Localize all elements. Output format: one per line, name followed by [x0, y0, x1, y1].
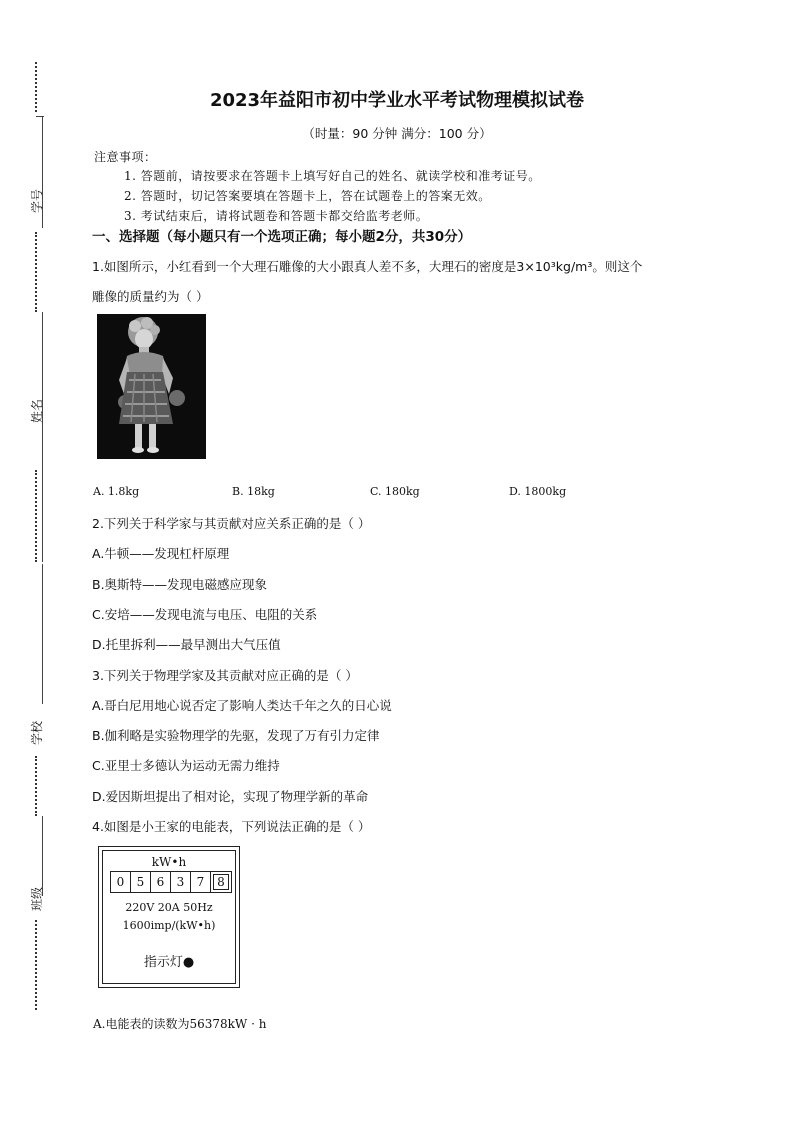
meter-digit: 0: [111, 872, 131, 892]
dotted-line: [35, 232, 37, 312]
meter-spec-voltage: 220V 20A 50Hz: [125, 901, 213, 914]
notes-heading: 注意事项：: [94, 150, 157, 164]
student-number-label: 学号: [30, 189, 44, 214]
divider: [42, 564, 43, 704]
section-heading: 一、选择题（每小题只有一个选项正确；每小题2分，共30分）: [92, 229, 472, 245]
name-label: 姓名: [30, 399, 44, 424]
question-3-option-d: D.爱因斯坦提出了相对论，实现了物理学新的革命: [92, 789, 369, 804]
question-1-option-c: C. 180kg: [370, 485, 420, 498]
dotted-line: [35, 920, 37, 1010]
dotted-line: [35, 756, 37, 816]
question-2-option-b: B.奥斯特——发现电磁感应现象: [92, 577, 268, 592]
question-1-option-a: A. 1.8kg: [93, 485, 140, 498]
school-label: 学校: [30, 721, 44, 746]
divider: [42, 312, 43, 562]
question-4-option-a: A.电能表的读数为56378kW · h: [93, 1017, 267, 1031]
meter-unit: kW•h: [151, 855, 187, 869]
note-item: 3. 考试结束后，请将试题卷和答题卡都交给监考老师。: [124, 209, 429, 223]
question-3-option-b: B.伽利略是实验物理学的先驱，发现了万有引力定律: [92, 728, 380, 743]
question-1-stem: 1.如图所示，小红看到一个大理石雕像的大小跟真人差不多，大理石的密度是3×10³kg/m³。则这个: [92, 259, 643, 274]
meter-spec-impulse: 1600imp/(kW•h): [122, 919, 216, 932]
class-label: 班级: [30, 887, 44, 912]
note-item: 2. 答题时，切记答案要填在答题卡上，答在试题卷上的答案无效。: [124, 189, 491, 203]
question-1-option-b: B. 18kg: [232, 485, 275, 498]
meter-digit: 7: [191, 872, 211, 892]
dotted-line: [35, 470, 37, 562]
exam-time-score: （时量：90 分钟 满分：100 分）: [302, 126, 492, 141]
question-1-option-d: D. 1800kg: [509, 485, 567, 498]
question-2-option-a: A.牛顿——发现杠杆原理: [92, 546, 230, 561]
question-3-option-a: A.哥白尼用地心说否定了影响人类达千年之久的日心说: [92, 698, 392, 713]
electric-meter-figure: [98, 846, 240, 988]
meter-digit: 3: [171, 872, 191, 892]
meter-digit: 6: [151, 872, 171, 892]
question-4-stem: 4.如图是小王家的电能表，下列说法正确的是（ ）: [92, 819, 371, 834]
meter-digits: [110, 871, 232, 893]
meter-digit-decimal: 8: [211, 872, 231, 892]
meter-digit: 5: [131, 872, 151, 892]
question-2-stem: 2.下列关于科学家与其贡献对应关系正确的是（ ）: [92, 516, 371, 531]
note-item: 1. 答题前，请按要求在答题卡上填写好自己的姓名、就读学校和准考证号。: [124, 169, 541, 183]
meter-panel: [102, 850, 236, 984]
meter-indicator: 指示灯●: [143, 955, 195, 970]
question-1-stem-cont: 雕像的质量约为（ ）: [92, 289, 209, 304]
question-2-option-c: C.安培——发现电流与电压、电阻的关系: [92, 607, 318, 622]
binding-margin: [0, 0, 80, 1123]
question-3-option-c: C.亚里士多德认为运动无需力维持: [92, 758, 280, 773]
statue-photo: [97, 314, 206, 459]
question-3-stem: 3.下列关于物理学家及其贡献对应正确的是（ ）: [92, 668, 358, 683]
page-title: 2023年益阳市初中学业水平考试物理模拟试卷: [209, 90, 585, 111]
question-2-option-d: D.托里拆利——最早测出大气压值: [92, 637, 281, 652]
